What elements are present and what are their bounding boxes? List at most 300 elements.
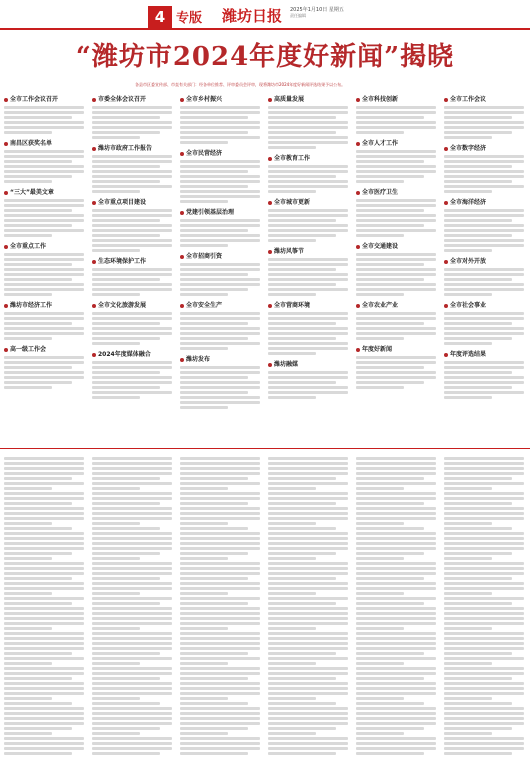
text-line xyxy=(92,687,172,690)
text-line xyxy=(268,572,348,575)
text-line xyxy=(4,278,72,281)
text-line xyxy=(268,371,348,374)
news-item-title: 年度评选结果 xyxy=(444,351,524,359)
text-line xyxy=(268,239,316,242)
text-line xyxy=(4,732,52,735)
text-line xyxy=(356,637,436,640)
text-line xyxy=(4,622,84,625)
text-line xyxy=(4,727,72,730)
text-line xyxy=(92,722,172,725)
text-line xyxy=(92,582,172,585)
text-line xyxy=(356,278,424,281)
text-line xyxy=(268,146,316,149)
text-line xyxy=(268,487,316,490)
text-line xyxy=(356,371,436,374)
text-line xyxy=(444,582,524,585)
news-item xyxy=(180,356,260,409)
text-line xyxy=(180,747,260,750)
text-line xyxy=(356,707,436,710)
text-line xyxy=(268,627,316,630)
text-line xyxy=(4,121,84,124)
text-line xyxy=(180,687,260,690)
text-line xyxy=(180,662,228,665)
text-line xyxy=(4,617,84,620)
text-line xyxy=(180,116,248,119)
text-line xyxy=(268,283,336,286)
text-line xyxy=(92,293,140,296)
text-line xyxy=(92,507,172,510)
text-line xyxy=(92,288,172,291)
text-line xyxy=(4,263,72,266)
text-line xyxy=(4,327,84,330)
text-line xyxy=(356,732,404,735)
text-line xyxy=(268,131,336,134)
text-line xyxy=(180,131,248,134)
text-line xyxy=(444,332,524,335)
news-item-title: 潍坊市经济工作 xyxy=(4,302,84,310)
news-item-title: 全市工作会议召开 xyxy=(4,96,84,104)
text-line xyxy=(268,288,348,291)
text-line xyxy=(92,322,160,325)
text-line xyxy=(444,657,524,660)
text-line xyxy=(356,487,404,490)
text-line xyxy=(356,577,424,580)
news-item-title: 全市科技创新 xyxy=(356,96,436,104)
text-line xyxy=(356,527,424,530)
section-divider xyxy=(0,448,530,449)
text-line xyxy=(4,582,84,585)
text-line xyxy=(356,627,404,630)
news-item xyxy=(4,346,84,389)
text-line xyxy=(92,597,172,600)
text-line xyxy=(444,742,524,745)
text-line xyxy=(92,752,160,755)
text-line xyxy=(92,682,172,685)
text-line xyxy=(4,337,52,340)
news-item xyxy=(180,150,260,203)
text-line xyxy=(180,317,260,320)
text-line xyxy=(4,462,84,465)
paper-name: 潍坊日报 xyxy=(222,7,283,25)
text-line xyxy=(4,170,84,173)
text-line xyxy=(444,111,524,114)
text-line xyxy=(444,522,492,525)
text-line xyxy=(92,136,140,139)
text-line xyxy=(4,312,84,315)
text-line xyxy=(180,234,260,237)
news-item xyxy=(444,351,524,399)
text-line xyxy=(268,457,348,460)
text-line xyxy=(180,106,260,109)
text-line xyxy=(444,632,524,635)
text-line xyxy=(444,512,524,515)
text-line xyxy=(356,293,404,296)
text-line xyxy=(268,337,336,340)
text-line xyxy=(268,587,348,590)
news-item xyxy=(4,302,84,340)
news-item xyxy=(92,258,172,296)
text-line xyxy=(180,477,248,480)
text-line xyxy=(268,732,316,735)
text-line xyxy=(4,160,72,163)
text-line xyxy=(92,214,172,217)
text-line xyxy=(92,592,140,595)
text-line xyxy=(356,219,436,222)
news-item-title: 生态环境保护工作 xyxy=(92,258,172,266)
text-line xyxy=(268,121,348,124)
text-line xyxy=(180,572,260,575)
text-line xyxy=(4,204,84,207)
text-line xyxy=(180,401,260,404)
text-line xyxy=(444,457,524,460)
text-line xyxy=(4,214,84,217)
text-line xyxy=(92,283,172,286)
text-line xyxy=(180,165,260,168)
text-line xyxy=(444,337,512,340)
text-line xyxy=(268,322,336,325)
text-line xyxy=(180,126,260,129)
text-line xyxy=(92,572,172,575)
text-line xyxy=(444,288,524,291)
text-line xyxy=(356,170,436,173)
text-line xyxy=(268,106,348,109)
text-line xyxy=(268,332,348,335)
section-label: 专版 xyxy=(176,11,203,26)
text-line xyxy=(180,185,248,188)
text-line xyxy=(180,717,260,720)
text-line xyxy=(444,577,512,580)
text-line xyxy=(356,507,436,510)
news-item-title: 潍坊市政府工作报告 xyxy=(92,145,172,153)
text-line xyxy=(4,747,84,750)
text-line xyxy=(268,352,316,355)
text-line xyxy=(444,116,512,119)
text-line xyxy=(4,497,84,500)
text-line xyxy=(356,692,436,695)
text-line xyxy=(180,742,260,745)
text-line xyxy=(180,492,260,495)
text-line xyxy=(268,517,348,520)
text-line xyxy=(444,717,524,720)
text-line xyxy=(268,165,348,168)
text-line xyxy=(180,278,260,281)
text-line xyxy=(4,361,84,364)
text-line xyxy=(92,386,160,389)
text-line xyxy=(268,532,348,535)
text-line xyxy=(92,617,172,620)
text-line xyxy=(356,482,436,485)
news-item-title: 全市交通建设 xyxy=(356,243,436,251)
news-item xyxy=(356,346,436,389)
text-line xyxy=(356,356,436,359)
text-line xyxy=(444,224,524,227)
text-line xyxy=(4,737,84,740)
news-item-title: “三大”最美文章 xyxy=(4,189,84,197)
text-line xyxy=(180,527,248,530)
text-line xyxy=(180,552,248,555)
text-line xyxy=(444,219,512,222)
text-line xyxy=(4,677,72,680)
text-line xyxy=(180,587,260,590)
text-line xyxy=(92,732,140,735)
text-line xyxy=(268,702,336,705)
text-line xyxy=(268,522,316,525)
text-line xyxy=(444,462,524,465)
text-line xyxy=(356,288,436,291)
text-line xyxy=(356,126,436,129)
text-line xyxy=(4,482,84,485)
text-line xyxy=(180,283,260,286)
text-line xyxy=(4,116,72,119)
intro-paragraph: 各县市区委宣传部、市直有关部门：经各单位推荐、评审委员会评审，现将潍坊市2024年度好新闻评选结果予以公布。 xyxy=(135,82,346,87)
text-line xyxy=(4,707,84,710)
text-line xyxy=(92,371,160,374)
text-line xyxy=(356,497,436,500)
text-line xyxy=(356,131,404,134)
text-line xyxy=(268,652,336,655)
text-line xyxy=(4,229,84,232)
text-line xyxy=(92,111,172,114)
text-line xyxy=(268,667,348,670)
text-line xyxy=(4,647,84,650)
text-line xyxy=(356,121,436,124)
text-line xyxy=(268,647,348,650)
text-line xyxy=(268,185,348,188)
text-line xyxy=(444,317,524,320)
text-line xyxy=(268,712,348,715)
text-line xyxy=(356,175,424,178)
text-line xyxy=(92,224,172,227)
news-item-title: 高质量发展 xyxy=(268,96,348,104)
text-line xyxy=(444,165,512,168)
news-item xyxy=(268,199,348,242)
text-line xyxy=(180,386,260,389)
news-item-title: 全市对外开放 xyxy=(444,258,524,266)
text-line xyxy=(444,617,524,620)
text-line xyxy=(4,602,72,605)
article-column xyxy=(356,96,436,395)
text-line xyxy=(444,386,512,389)
text-line xyxy=(92,607,172,610)
text-line xyxy=(180,702,248,705)
text-line xyxy=(268,567,348,570)
text-line xyxy=(180,472,260,475)
text-line xyxy=(180,692,260,695)
text-line xyxy=(444,293,492,296)
text-line xyxy=(356,612,436,615)
text-line xyxy=(356,617,436,620)
text-line xyxy=(180,376,248,379)
text-line xyxy=(356,273,436,276)
text-line xyxy=(444,467,524,470)
text-line xyxy=(92,268,172,271)
text-line xyxy=(268,752,336,755)
text-line xyxy=(4,532,84,535)
text-line xyxy=(268,632,348,635)
news-item xyxy=(268,248,348,296)
text-line xyxy=(4,612,84,615)
text-line xyxy=(444,517,524,520)
news-item-title: 全市安全生产 xyxy=(180,302,260,310)
text-line xyxy=(356,472,436,475)
text-line xyxy=(268,136,348,139)
text-line xyxy=(268,467,348,470)
text-line xyxy=(268,597,348,600)
text-line xyxy=(268,727,336,730)
text-line xyxy=(356,457,436,460)
text-line xyxy=(180,597,260,600)
text-line xyxy=(444,342,492,345)
text-line xyxy=(444,229,524,232)
text-line xyxy=(444,244,524,247)
text-line xyxy=(4,517,84,520)
text-line xyxy=(180,627,228,630)
text-line xyxy=(4,607,84,610)
text-line xyxy=(268,672,348,675)
text-line xyxy=(180,657,260,660)
text-line xyxy=(268,507,348,510)
text-line xyxy=(4,512,84,515)
text-line xyxy=(180,371,260,374)
text-line xyxy=(444,627,492,630)
text-line xyxy=(180,229,248,232)
text-line xyxy=(268,602,336,605)
text-line xyxy=(356,652,424,655)
text-line xyxy=(268,317,348,320)
text-line xyxy=(268,577,336,580)
text-line xyxy=(268,170,348,173)
text-line xyxy=(356,547,436,550)
text-line xyxy=(444,587,524,590)
text-line xyxy=(180,507,260,510)
text-line xyxy=(356,697,404,700)
lower-column xyxy=(4,455,84,757)
news-item-title: 年度好新闻 xyxy=(356,346,436,354)
text-line xyxy=(356,106,436,109)
news-item-title: 潍坊融媒 xyxy=(268,361,348,369)
text-line xyxy=(268,657,348,660)
text-line xyxy=(356,737,436,740)
text-line xyxy=(444,268,524,271)
text-line xyxy=(92,567,172,570)
text-line xyxy=(180,647,260,650)
news-item-title: 全市营商环境 xyxy=(268,302,348,310)
text-line xyxy=(92,727,160,730)
text-line xyxy=(4,150,84,153)
text-line xyxy=(444,537,524,540)
text-line xyxy=(92,342,140,345)
text-line xyxy=(180,607,260,610)
news-item-title: 全市教育工作 xyxy=(268,155,348,163)
text-line xyxy=(356,312,436,315)
text-line xyxy=(92,562,172,565)
text-line xyxy=(92,180,160,183)
text-line xyxy=(268,697,316,700)
text-line xyxy=(356,492,436,495)
text-line xyxy=(268,327,348,330)
text-line xyxy=(444,607,524,610)
text-line xyxy=(356,667,436,670)
text-line xyxy=(444,722,524,725)
text-line xyxy=(356,532,436,535)
text-line xyxy=(356,742,436,745)
text-line xyxy=(356,381,424,384)
text-line xyxy=(444,737,524,740)
text-line xyxy=(92,502,160,505)
news-item xyxy=(180,253,260,296)
text-line xyxy=(268,557,316,560)
text-line xyxy=(180,562,260,565)
text-line xyxy=(268,273,348,276)
text-line xyxy=(92,482,172,485)
news-item-title: 全市社会事业 xyxy=(444,302,524,310)
text-line xyxy=(356,722,436,725)
text-line xyxy=(444,273,524,276)
text-line xyxy=(4,467,84,470)
text-line xyxy=(92,160,172,163)
text-line xyxy=(444,547,524,550)
lower-column xyxy=(444,455,524,757)
text-line xyxy=(356,477,424,480)
text-line xyxy=(444,209,524,212)
text-line xyxy=(92,702,160,705)
text-line xyxy=(180,327,260,330)
text-line xyxy=(444,160,524,163)
text-line xyxy=(92,692,172,695)
text-line xyxy=(268,111,348,114)
news-item xyxy=(180,96,260,144)
news-item xyxy=(444,199,524,252)
text-line xyxy=(268,482,348,485)
text-line xyxy=(4,492,84,495)
text-line xyxy=(444,677,512,680)
text-line xyxy=(180,337,248,340)
text-line xyxy=(268,278,348,281)
text-line xyxy=(180,602,248,605)
text-line xyxy=(444,180,512,183)
text-line xyxy=(92,219,160,222)
news-item xyxy=(4,243,84,296)
text-line xyxy=(444,527,512,530)
text-line xyxy=(268,219,336,222)
text-line xyxy=(356,268,436,271)
text-line xyxy=(4,557,52,560)
text-line xyxy=(92,532,172,535)
news-item-title: 2024年度媒体融合 xyxy=(92,351,172,359)
text-line xyxy=(180,682,260,685)
text-line xyxy=(92,537,172,540)
text-line xyxy=(4,592,52,595)
text-line xyxy=(4,627,52,630)
text-line xyxy=(356,116,424,119)
text-line xyxy=(444,391,524,394)
text-line xyxy=(4,537,84,540)
text-line xyxy=(92,517,172,520)
text-line xyxy=(92,239,172,242)
text-line xyxy=(92,175,172,178)
text-line xyxy=(180,219,260,222)
text-line xyxy=(92,677,160,680)
text-line xyxy=(92,717,172,720)
text-line xyxy=(180,667,260,670)
news-item-title: 全市医疗卫生 xyxy=(356,189,436,197)
text-line xyxy=(4,632,84,635)
text-line xyxy=(444,249,492,252)
text-line xyxy=(4,722,84,725)
text-line xyxy=(4,386,52,389)
text-line xyxy=(4,542,84,545)
text-line xyxy=(444,185,524,188)
